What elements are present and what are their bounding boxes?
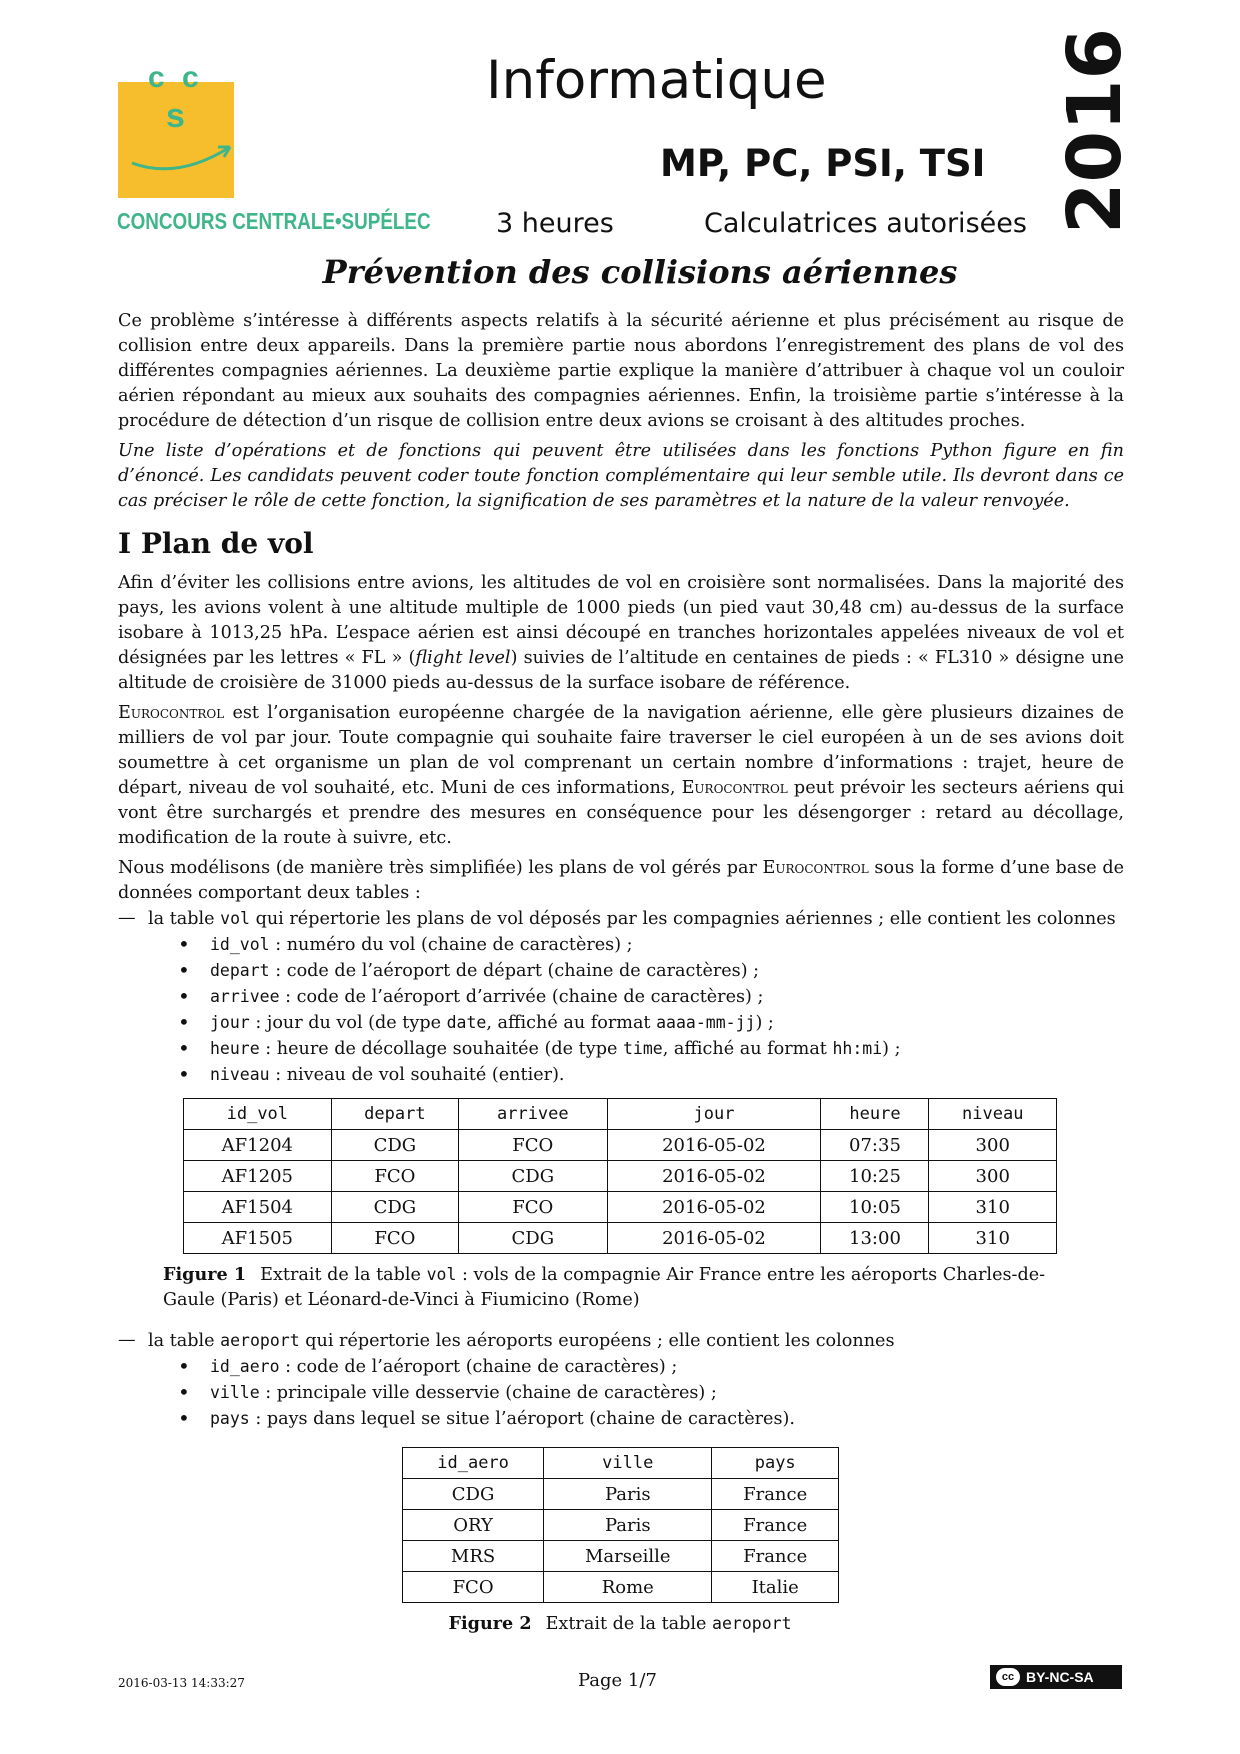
table-cell: FCO xyxy=(459,1192,607,1223)
exam-duration: 3 heures xyxy=(496,208,614,239)
table-row xyxy=(403,1572,839,1603)
intro xyxy=(118,309,1124,519)
table-list xyxy=(118,1328,1124,1432)
table-cell: CDG xyxy=(331,1130,458,1161)
list-item-aeroport: — la table aeroport qui répertorie les aéroports européens ; elle contient les colonnes • id_aero : code de l’aéroport (chaine de caractères) ; • ville : principale ville desservie (chaine de caractères) ; • pays : pays dans lequel se situe l’aéroport (chaine de caractères). xyxy=(118,1328,1124,1432)
logo-caption: CONCOURS CENTRALE•SUPÉLEC xyxy=(117,208,431,234)
table-cell: FCO xyxy=(459,1130,607,1161)
table-cell: AF1204 xyxy=(184,1130,332,1161)
table-cell: 10:05 xyxy=(821,1192,929,1223)
table-cell: 10:25 xyxy=(821,1161,929,1192)
cc-icon: cc xyxy=(996,1668,1020,1686)
table-cell: CDG xyxy=(331,1192,458,1223)
table-cell: Paris xyxy=(544,1479,712,1510)
calculator-notice: Calculatrices autorisées xyxy=(704,208,1027,239)
section-body xyxy=(118,571,1124,1088)
vol-columns xyxy=(148,932,1124,1088)
table-cell: CDG xyxy=(403,1479,544,1510)
table-header-row xyxy=(184,1099,1057,1130)
list-item: • depart : code de l’aéroport de départ (chaine de caractères) ; xyxy=(148,958,1124,984)
logo-mark xyxy=(118,55,268,205)
column-header: jour xyxy=(607,1099,821,1130)
table-cell: 07:35 xyxy=(821,1130,929,1161)
list-item: • heure : heure de décollage souhaitée (de type time, affiché au format hh:mi) ; xyxy=(148,1036,1124,1062)
table-cell: 310 xyxy=(929,1192,1057,1223)
exam-subject: Informatique xyxy=(486,50,827,111)
table-cell: CDG xyxy=(459,1223,607,1254)
list-item-vol: — la table vol qui répertorie les plans de vol déposés par les compagnies aériennes ; elle contient les colonnes • id_vol : numéro du vol (chaine de caractères) ; • depart : code de l’aéroport de départ (chaine de caractères) ; • arrivee : code de l’aéroport d’arrivée (chaine de caractères) ; • jour : jour du vol (de type date, affiché au format aaaa-mm-jj) ; • heure : heure de décollage souhaitée (de type time, affiché au format hh:mi) ; • niveau : niveau de vol souhaité (entier). xyxy=(118,906,1124,1088)
table-aeroport xyxy=(402,1447,839,1603)
table-cell: AF1504 xyxy=(184,1192,332,1223)
table-cell: FCO xyxy=(331,1161,458,1192)
list-item: • niveau : niveau de vol souhaité (entier). xyxy=(148,1062,1124,1088)
column-header: ville xyxy=(544,1448,712,1479)
table-cell: 13:00 xyxy=(821,1223,929,1254)
column-header: depart xyxy=(331,1099,458,1130)
column-header: niveau xyxy=(929,1099,1057,1130)
table-cell: Italie xyxy=(712,1572,839,1603)
table-cell: AF1505 xyxy=(184,1223,332,1254)
list-item: • ville : principale ville desservie (chaine de caractères) ; xyxy=(148,1380,1124,1406)
table-cell: Paris xyxy=(544,1510,712,1541)
column-header: id_vol xyxy=(184,1099,332,1130)
column-header: arrivee xyxy=(459,1099,607,1130)
list-item: • arrivee : code de l’aéroport d’arrivée (chaine de caractères) ; xyxy=(148,984,1124,1010)
table-cell: 300 xyxy=(929,1161,1057,1192)
table-cell: France xyxy=(712,1479,839,1510)
table-cell: 310 xyxy=(929,1223,1057,1254)
paragraph-eurocontrol: Eurocontrol est l’organisation européenne chargée de la navigation aérienne, elle gère plusieurs dizaines de milliers de vol par jour. Toute compagnie qui souhaite faire traverser le ciel européen à un de ses avions doit soumettre à cet organisme un plan de vol comprenant un certain nombre d’informations : trajet, heure de départ, niveau de vol souhaité, etc. Muni de ces informations, Eurocontrol peut prévoir les secteurs aériens qui vont être surchargés et prendre des mesures en conséquence pour les désengorger : retard au décollage, modification de la route à suivre, etc. xyxy=(118,703,1124,848)
aeroport-columns xyxy=(148,1354,1124,1432)
table-row xyxy=(184,1192,1057,1223)
list-item: • id_aero : code de l’aéroport (chaine de caractères) ; xyxy=(148,1354,1124,1380)
table-row xyxy=(403,1510,839,1541)
table-cell: FCO xyxy=(331,1223,458,1254)
section-heading: I Plan de vol xyxy=(118,527,314,560)
table-cell: 2016-05-02 xyxy=(607,1192,821,1223)
aeroport-section xyxy=(118,1328,1124,1432)
column-header: heure xyxy=(821,1099,929,1130)
page-number: Page 1/7 xyxy=(578,1670,657,1691)
table-cell: MRS xyxy=(403,1541,544,1572)
table-list xyxy=(118,906,1124,1088)
table-cell: Marseille xyxy=(544,1541,712,1572)
table-row xyxy=(184,1161,1057,1192)
figure-2-caption: Figure 2 Extrait de la table aeroport xyxy=(448,1613,792,1634)
table-row xyxy=(184,1223,1057,1254)
table-cell: Rome xyxy=(544,1572,712,1603)
timestamp: 2016-03-13 14:33:27 xyxy=(118,1676,245,1690)
list-item: • id_vol : numéro du vol (chaine de caractères) ; xyxy=(148,932,1124,958)
column-header: id_aero xyxy=(403,1448,544,1479)
license-label: BY-NC-SA xyxy=(1026,1669,1094,1685)
exam-streams: MP, PC, PSI, TSI xyxy=(660,142,986,185)
table-cell: AF1205 xyxy=(184,1161,332,1192)
paragraph-flight-levels: Afin d’éviter les collisions entre avions, les altitudes de vol en croisière sont normalisées. Dans la majorité des pays, les avions volent à une altitude multiple de 1000 pieds (un pied vaut 30,48 cm) au-dessus de la surface isobare à 1013,25 hPa. L’espace aérien est ainsi découpé en tranches horizontales appelées niveaux de vol et désignées par les lettres « FL » (flight level) suivies de l’altitude en centaines de pieds : « FL310 » désigne une altitude de croisière de 31000 pieds au-dessus de la surface isobare de référence. xyxy=(118,573,1125,693)
table-cell: FCO xyxy=(403,1572,544,1603)
intro-paragraph: Ce problème s’intéresse à différents aspects relatifs à la sécurité aérienne et plus précisément au risque de collision entre deux appareils. Dans la première partie nous abordons l’enregistrement des plans de vol des différentes compagnies aériennes. La deuxième partie explique la manière d’attribuer à chaque vol un couloir aérien répondant au mieux aux souhaits des compagnies aériennes. Enfin, la troisième partie s’intéresse à la procédure de détection d’un risque de collision entre deux avions se croisant à des altitudes proches. xyxy=(118,311,1124,431)
license-badge xyxy=(990,1665,1122,1689)
paragraph-model: Nous modélisons (de manière très simplifiée) les plans de vol gérés par Eurocontrol sous la forme d’une base de données comportant deux tables : xyxy=(118,858,1124,903)
figure-1-caption: Figure 1 Extrait de la table vol : vols de la compagnie Air France entre les aéroports Charles-de-Gaule (Paris) et Léonard-de-Vinci à Fiumicino (Rome) xyxy=(163,1264,1046,1310)
svg-text:c: c xyxy=(182,61,199,94)
table-vol xyxy=(183,1098,1057,1254)
table-header-row xyxy=(403,1448,839,1479)
table-cell: France xyxy=(712,1510,839,1541)
intro-note: Une liste d’opérations et de fonctions qui peuvent être utilisées dans les fonctions Python figure en fin d’énoncé. Les candidats peuvent coder toute fonction complémentaire qui leur semble utile. Ils devront dans ce cas préciser le rôle de cette fonction, la signification de ses paramètres et la nature de la valeur renvoyée. xyxy=(118,441,1124,511)
svg-text:c: c xyxy=(148,61,165,94)
table-cell: CDG xyxy=(459,1161,607,1192)
table-cell: 2016-05-02 xyxy=(607,1130,821,1161)
table-cell: 2016-05-02 xyxy=(607,1161,821,1192)
table-cell: 2016-05-02 xyxy=(607,1223,821,1254)
column-header: pays xyxy=(712,1448,839,1479)
svg-text:s: s xyxy=(166,97,185,135)
table-row xyxy=(403,1541,839,1572)
list-item: • pays : pays dans lequel se situe l’aéroport (chaine de caractères). xyxy=(148,1406,1124,1432)
table-cell: 300 xyxy=(929,1130,1057,1161)
page-title: Prévention des collisions aériennes xyxy=(322,253,958,291)
table-cell: France xyxy=(712,1541,839,1572)
table-row xyxy=(403,1479,839,1510)
table-row xyxy=(184,1130,1057,1161)
table-cell: ORY xyxy=(403,1510,544,1541)
list-item: • jour : jour du vol (de type date, affiché au format aaaa-mm-jj) ; xyxy=(148,1010,1124,1036)
